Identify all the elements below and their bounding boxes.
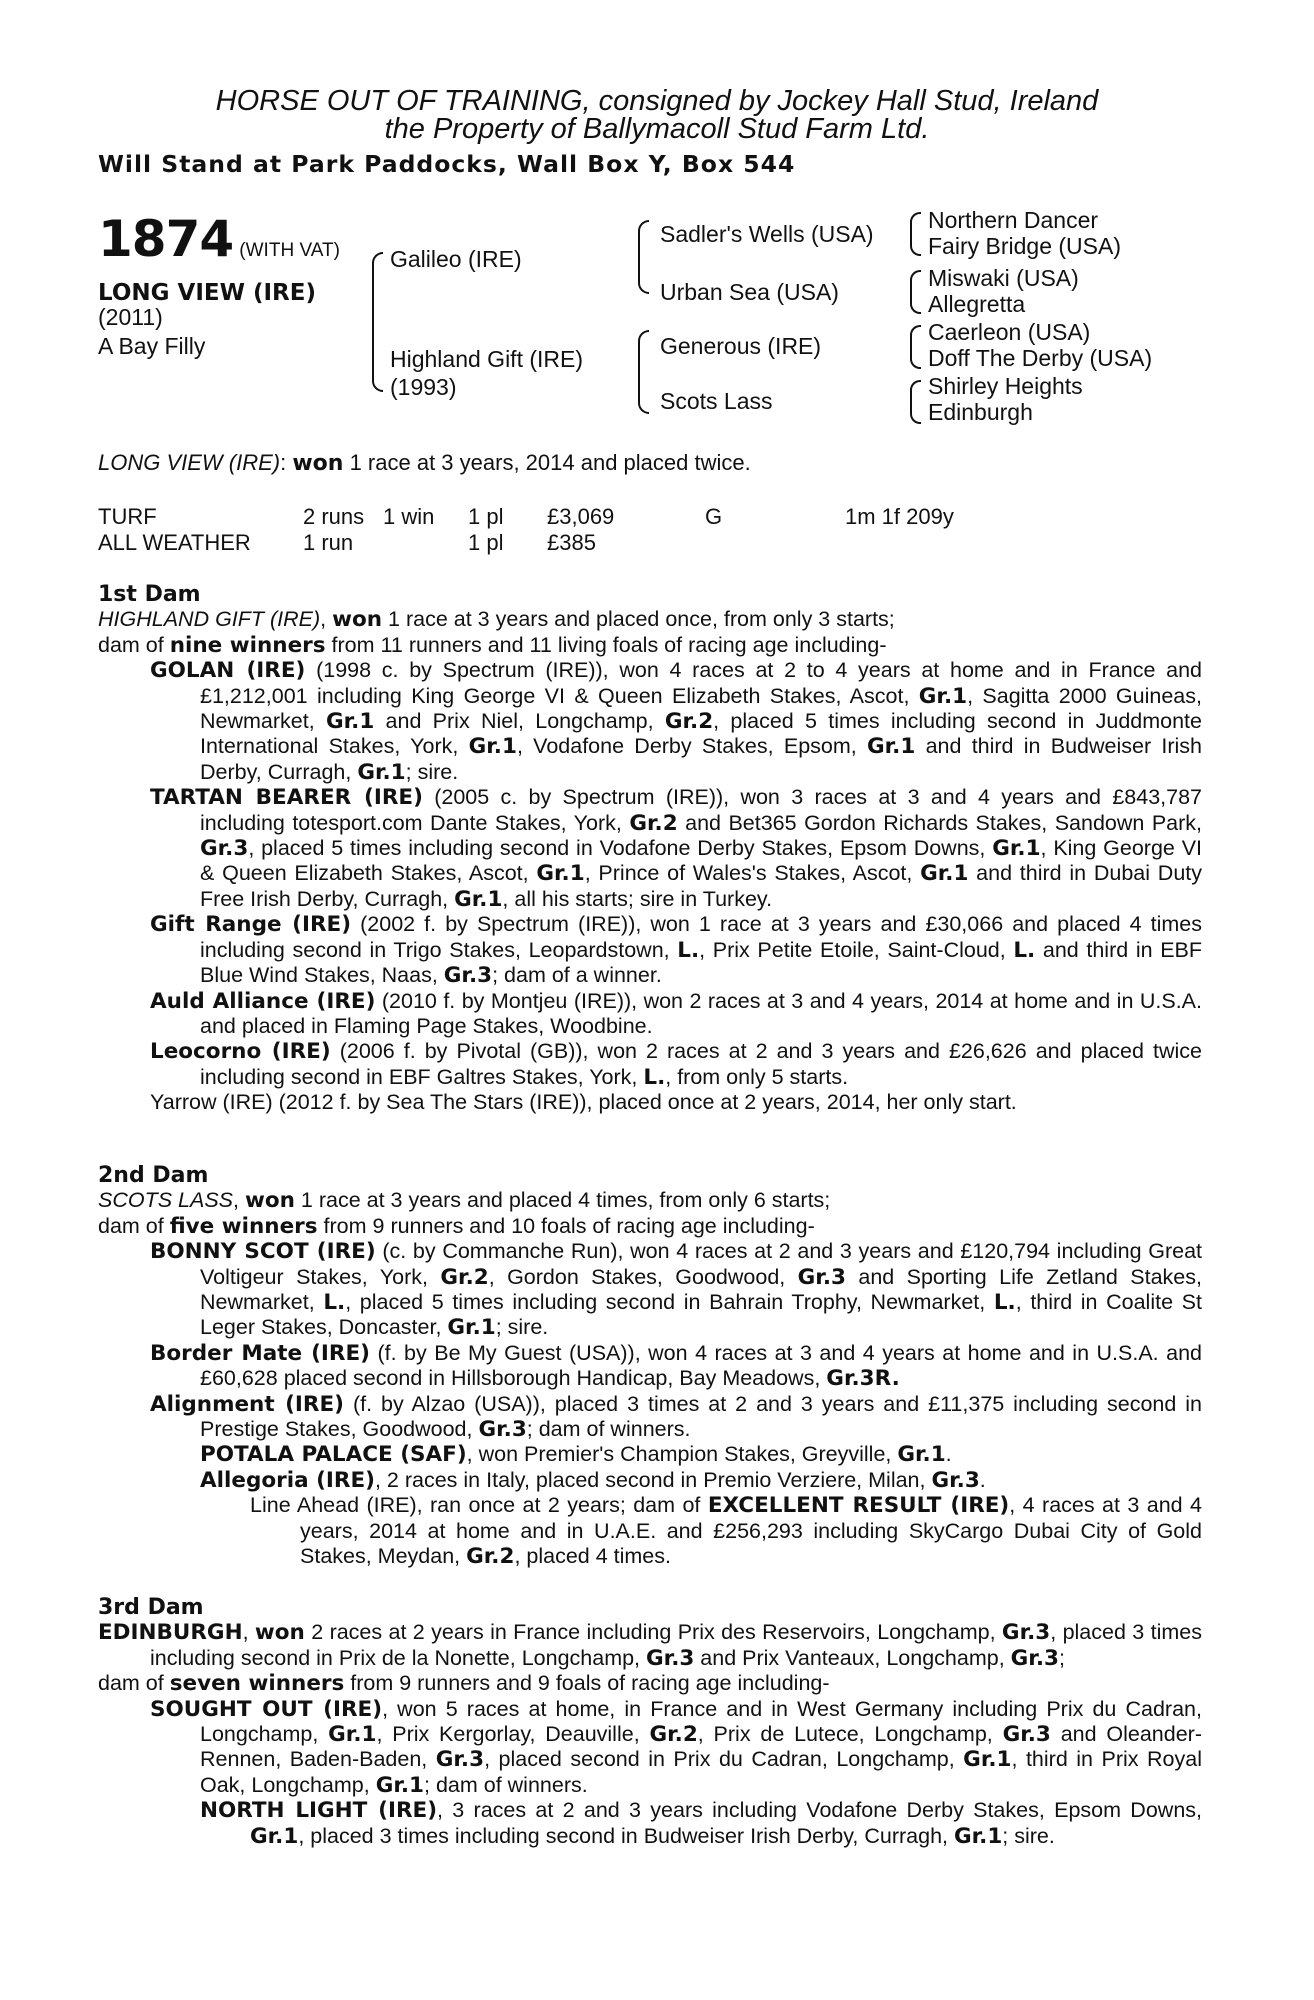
dam1-name: HIGHLAND GIFT (IRE)	[98, 607, 321, 632]
dam3-dam-of: dam of seven winners from 9 runners and 9 foals of racing age including-	[98, 1671, 830, 1697]
dam1-dam-of: dam of nine winners from 11 runners and 11 living foals of racing age including-	[98, 632, 887, 658]
dam2-offspring-border-mate: Border Mate (IRE) (f. by Be My Guest (USA)), won 4 races at 3 and 4 years at home and in U.S.A. and £60,628 placed second in Hillsborough Handicap, Bay Meadows, Gr.3R.	[150, 1340, 1202, 1392]
pedigree-bracket-2	[638, 220, 649, 294]
dam1-section	[98, 582, 1202, 1116]
dam2-offspring-allegoria: Allegoria (IRE), 2 races in Italy, placed second in Premio Verziere, Milan, Gr.3.	[200, 1467, 986, 1493]
dam2-offspring-alignment: Alignment (IRE) (f. by Alzao (USA)), placed 3 times at 2 and 3 years and £11,375 including second in Prestige Stakes, Goodwood, Gr.3; dam of winners.	[150, 1391, 1202, 1443]
dam2-summary: SCOTS LASS, won 1 race at 3 years and placed 4 times, from only 6 starts;	[98, 1188, 831, 1214]
stats-aw-label: ALL WEATHER	[98, 530, 251, 555]
dam3-section	[98, 1595, 1202, 1849]
pedigree-bracket-3	[638, 330, 649, 414]
pedigree-dam-year: (1993)	[390, 374, 457, 400]
stats-turf-label: TURF	[98, 504, 157, 529]
dam2-section	[98, 1163, 1202, 1570]
dam1-offspring-leocorno: Leocorno (IRE) (2006 f. by Pivotal (GB)), won 2 races at 2 and 3 years and £26,626 and placed twice including second in EBF Galtres Stakes, York, L., from only 5 starts.	[150, 1039, 1202, 1090]
pedigree-bracket-1	[372, 252, 383, 392]
dam2-title: 2nd Dam	[98, 1163, 209, 1188]
horse-description: A Bay Filly	[98, 333, 206, 359]
stats-turf-going: G	[705, 504, 723, 529]
stats-turf-money: £3,069	[547, 504, 615, 529]
record-won: won	[292, 451, 344, 476]
record-sep: :	[280, 450, 293, 475]
header-line-1: HORSE OUT OF TRAINING, consigned by Jockey Hall Stud, Ireland	[215, 85, 1099, 117]
dam1-offspring-auld-alliance: Auld Alliance (IRE) (2010 f. by Montjeu (IRE)), won 2 races at 3 and 4 years, 2014 at home and in U.S.A. and placed in Flaming Page Stakes, Woodbine.	[150, 988, 1202, 1038]
pedigree-bracket-4	[910, 212, 921, 256]
dam1-offspring-gift-range: Gift Range (IRE) (2002 f. by Spectrum (IRE)), won 1 race at 3 years and £30,066 and placed 4 times including second in Trigo Stakes, Leopardstown, L., Prix Petite Etoile, Saint-Cloud, L. and third in EBF Blue Wind Stakes, Naas, Gr.3; dam of a winner.	[150, 912, 1203, 989]
stats-turf-dist: 1m 1f 209y	[845, 504, 954, 529]
pedigree-sd: Urban Sea (USA)	[660, 279, 839, 305]
dam2-offspring-potala-palace: POTALA PALACE (SAF), won Premier's Champion Stakes, Greyville, Gr.1.	[200, 1442, 952, 1468]
dam2-dam-of: dam of five winners from 9 runners and 10 foals of racing age including-	[98, 1213, 815, 1239]
vat-note: (WITH VAT)	[239, 240, 340, 261]
dam2-offspring-bonny-scot: BONNY SCOT (IRE) (c. by Commanche Run), won 4 races at 2 and 3 years and £120,794 including Great Voltigeur Stakes, York, Gr.2, Gordon Stakes, Goodwood, Gr.3 and Sporting Life Zetland Stakes, Newmarket, L., placed 5 times including second in Bahrain Trophy, Newmarket, L., third in Coalite St Leger Stakes, Doncaster, Gr.1; sire.	[150, 1239, 1202, 1341]
dam2-name: SCOTS LASS	[98, 1188, 234, 1213]
pedigree-sdd: Allegretta	[928, 291, 1026, 317]
lot-number: 1874	[98, 210, 234, 268]
record-rest: 1 race at 3 years, 2014 and placed twice.	[343, 450, 751, 475]
pedigree-sss: Northern Dancer	[928, 207, 1099, 233]
dam3-offspring-north-light: NORTH LIGHT (IRE), 3 races at 2 and 3 years including Vodafone Derby Stakes, Epsom Downs, Gr.1, placed 3 times including second in Budweiser Irish Derby, Curragh, Gr.1; sire.	[200, 1798, 1202, 1849]
record-horse-name: LONG VIEW (IRE)	[98, 450, 281, 475]
dam1-offspring-yarrow: Yarrow (IRE) (2012 f. by Sea The Stars (IRE)), placed once at 2 years, 2014, her only start.	[150, 1090, 1017, 1115]
dam1-title: 1st Dam	[98, 582, 201, 607]
dam1-offspring-golan: GOLAN (IRE) (1998 c. by Spectrum (IRE)), won 4 races at 2 to 4 years at home and in France and £1,212,001 including King George VI & Queen Elizabeth Stakes, Ascot, Gr.1, Sagitta 2000 Guineas, Newmarket, Gr.1 and Prix Niel, Longchamp, Gr.2, placed 5 times including second in Juddmonte International Stakes, York, Gr.1, Vodafone Derby Stakes, Epsom, Gr.1 and third in Budweiser Irish Derby, Curragh, Gr.1; sire.	[150, 658, 1203, 785]
pedigree-ssd: Fairy Bridge (USA)	[928, 233, 1121, 259]
stats-aw-pl: 1 pl	[468, 530, 504, 555]
pedigree-dam: Highland Gift (IRE)	[390, 346, 584, 372]
stand-location: Will Stand at Park Paddocks, Wall Box Y, Box 544	[98, 150, 796, 178]
pedigree-dsd: Doff The Derby (USA)	[928, 345, 1153, 371]
dam3-offspring-sought-out: SOUGHT OUT (IRE), won 5 races at home, in France and in West Germany including Prix du Cadran, Longchamp, Gr.1, Prix Kergorlay, Deauville, Gr.2, Prix de Lutece, Longchamp, Gr.3 and Oleander-Rennen, Baden-Baden, Gr.3, placed second in Prix du Cadran, Longchamp, Gr.1, third in Prix Royal Oak, Longchamp, Gr.1; dam of winners.	[150, 1696, 1202, 1798]
stats-aw-money: £385	[547, 530, 596, 555]
pedigree-dss: Caerleon (USA)	[928, 319, 1091, 345]
pedigree-sds: Miswaki (USA)	[928, 265, 1079, 291]
pedigree-ddd: Edinburgh	[928, 399, 1033, 425]
pedigree-bracket-6	[910, 325, 921, 369]
pedigree-ss: Sadler's Wells (USA)	[660, 221, 874, 247]
dam1-summary: HIGHLAND GIFT (IRE), won 1 race at 3 years and placed once, from only 3 starts;	[98, 607, 895, 633]
pedigree-sire: Galileo (IRE)	[390, 246, 522, 272]
dam3-summary: EDINBURGH, won 2 races at 2 years in France including Prix des Reservoirs, Longchamp, Gr.3, placed 3 times including second in Prix de la Nonette, Longchamp, Gr.3 and Prix Vanteaux, Longchamp, Gr.3;	[98, 1620, 1202, 1671]
dam3-title: 3rd Dam	[98, 1595, 204, 1620]
pedigree-ds: Generous (IRE)	[660, 333, 822, 359]
stats-turf-runs: 2 runs	[303, 504, 365, 529]
stats-turf-win: 1 win	[383, 504, 435, 529]
stats-turf-pl: 1 pl	[468, 504, 504, 529]
stats-aw-runs: 1 run	[303, 530, 354, 555]
horse-name: LONG VIEW (IRE)	[98, 280, 316, 306]
horse-year: (2011)	[98, 304, 163, 330]
dam3-name: EDINBURGH	[98, 1620, 243, 1646]
pedigree-dd: Scots Lass	[660, 388, 773, 414]
lot-block	[98, 210, 340, 268]
pedigree-bracket-5	[910, 270, 921, 314]
pedigree-dds: Shirley Heights	[928, 373, 1083, 399]
header-line-2: the Property of Ballymacoll Stud Farm Ltd.	[384, 113, 930, 145]
dam1-offspring-tartan: TARTAN BEARER (IRE) (2005 c. by Spectrum (IRE)), won 3 races at 3 and 4 years and £843,787 including totesport.com Dante Stakes, York, Gr.2 and Bet365 Gordon Richards Stakes, Sandown Park, Gr.3, placed 5 times including second in Vodafone Derby Stakes, Epsom Downs, Gr.1, King George VI & Queen Elizabeth Stakes, Ascot, Gr.1, Prince of Wales's Stakes, Ascot, Gr.1 and third in Dubai Duty Free Irish Derby, Curragh, Gr.1, all his starts; sire in Turkey.	[150, 785, 1203, 912]
dam2-offspring-line-ahead: Line Ahead (IRE), ran once at 2 years; dam of EXCELLENT RESULT (IRE), 4 races at 3 and 4 years, 2014 at home and in U.A.E. and £256,293 including SkyCargo Dubai City of Gold Stakes, Meydan, Gr.2, placed 4 times.	[250, 1493, 1202, 1570]
race-record	[98, 450, 751, 476]
pedigree-bracket-7	[910, 380, 921, 424]
